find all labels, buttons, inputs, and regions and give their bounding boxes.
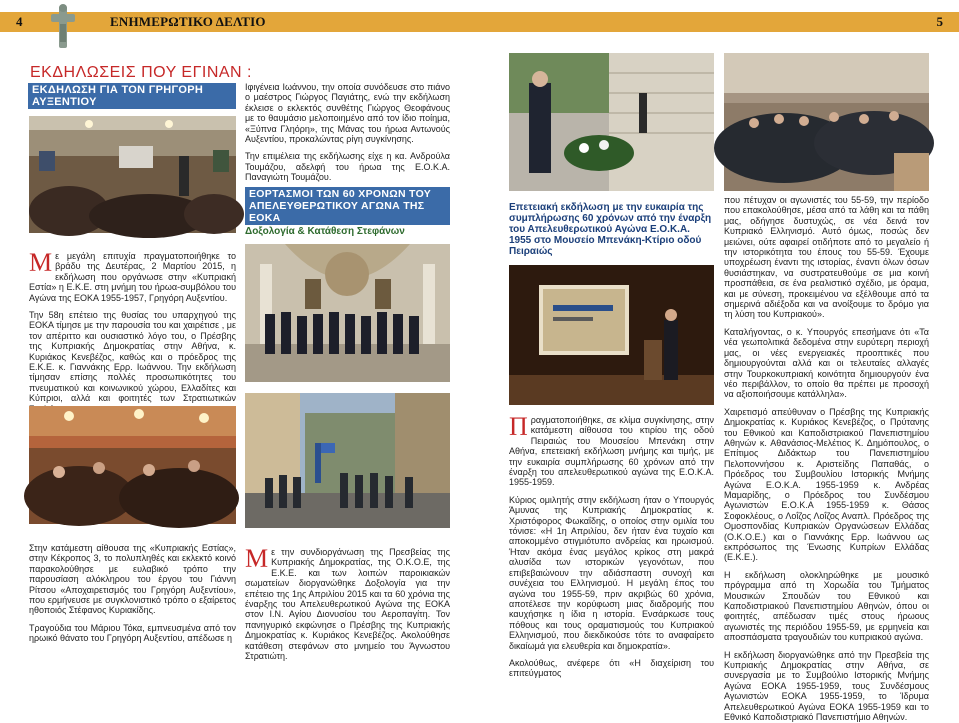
article-column-1-continued: Στην κατάμεστη αίθουσα της «Κυπριακής Εστίας», στην Κέκροπος 3, το πολυπληθές και εκλεκτό κοινό παρακολούθησε με ευλαβικό τρόπο την παρουσίαση αλόκληρου του έργου του Γιάννη Ρίτσου «Αποχαιρετισμός του Γρηγόρη Αυξεντίου», που ερμήνευσε με συγκλονιστικό τρόπο ο εξαίρετος ηθοποιός Στέφανος Κυριακίδης. Τραγούδια του Μάριου Τόκα, εμπνευσμένα από τον ηρωικό θάνατο του Γρηγόρη Αυξεντίου, απέδωσε η bbox=[29, 543, 236, 644]
event-title-auxentiou: ΕΚΔΗΛΩΣΗ ΓΙΑ ΤΟΝ ΓΡΗΓΟΡΗ ΑΥΞΕΝΤΙΟΥ bbox=[28, 83, 236, 109]
church-ceremony-photo bbox=[245, 244, 450, 382]
article-column-3: Πραγματοποιήθηκε, σε κλίμα συγκίνησης, στην κατάμεστη αίθουσα του κτιρίου της οδού Πειραιώς του Μουσείου Μπενάκη στην Αθήνα, επετειακή εκδήλωση μνήμης και τιμής, με την ευκαιρία συμπλήρωσης 60 χρόνων από την έναρξη του απελευθερωτικού αγώνα της Ε.Ο.Κ.Α. 1955-1959. Κύριος ομιλητής στην εκδήλωση ήταν ο Υπουργός Άμυνας της Κυπριακής Δημοκρατίας κ. Χριστόφορος Φωκαΐδης, ο οποίος στην ομιλία του τόνισε: «Η 1η Απριλίου, δεν ήταν ένα τυχαίο και αποκομμένο στιγμιότυπο ανδρείας και ηρωισμού. Ήταν ακόμα ένας μεγάλος κρίκος στη μακρά αλυσίδα των ιστορικών γεγονότων, που επιβεβαιώνουν την αδιάσπαστη συνοχή και συνέχεια του Ελληνισμού. Η μεγάλη έπος του αγώνα του 1955-59, πριν ακριβώς 60 χρόνια, αποτέλεσε την κορύφωση μιας διαδρομής που καυχήσηκε η ίδια η ιστορία. Ενσάρκωσε τους πόθους και τους οραματισμούς του Κυπριακού Ελληνισμού, που διεκδικούσε τότε το αναφαίρετο δικαίωμά για ελευθερία και δημοκρατία». Ακολούθως, ανέφερε ότι «Η διαχείριση του επιτεύγματος bbox=[509, 412, 714, 679]
event-hall-photo bbox=[29, 116, 236, 233]
dropcap-m: Μ bbox=[245, 544, 269, 573]
article-column-2-continued: Με την συνδιοργάνωση της Πρεσβείας της Κυπριακής Δημοκρατίας, της Ο.Κ.Ο.Ε, της Ε.Κ.Ε. και των λοιπών παροικιακών σωματείων διοργανώθηκε Δοξολογία για την επέτειο της 1ης Απριλίου 2015 και τα 60 χρόνια της έναρξης του Απελευθερωτικού Αγώνα της ΕΟΚΑ στον Ι.Ν. Αγίου Διονυσίου του Αεροπαγίτη. Τον πανηγυρικό εκφώνησε ο Πρέσβης της Κυπριακής Δημοκρατίας κ. Κυριάκος Κενεβέζος. Ακολούθησε κατάθεση στεφάνων στο μνημείο του Άγνωστου Στρατιώτη. bbox=[245, 544, 450, 662]
cyprus-cross-icon bbox=[48, 2, 78, 52]
museum-audience-photo bbox=[724, 53, 929, 191]
page-number-right: 5 bbox=[936, 14, 943, 29]
wreath-laying-photo bbox=[509, 53, 714, 191]
article-column-1: Με μεγάλη επιτυχία πραγματοποιήθηκε το βράδυ της Δευτέρας, 2 Μαρτίου 2015, η εκδήλωση που οργάνωσε στην «Κυπριακή Εστία» η Ε.Κ.Ε. στη μνήμη του ήρωα-συμβόλου του Αγώνα της ΕΟΚΑ 1955-1957, Γρηγόρη Αυξεντίου. Την 58η επέτειο της θυσίας του υπαρχηγού της ΕΟΚΑ τίμησε με την παρουσία του και χαιρέτισε , με τον απέριττο και ουσιαστικό λόγο του, ο Πρέσβης της Κυπριακής Δημοκρατίας στην Αθήνα, κ. Κυριάκος Κενεβέζος, καθώς και ο πρόεδρος της Ε.Κ.Ε. κ. Γιαννάκης Ερρ. Ιωάννου. Την εκδήλωση τίμησαν επίσης πολλές προσωπικότητες του πνευματικού και κοινωνικού χώρου, Ελλαδίτες και Κύπριοι, αλλά και φοιτητές των Στρατιωτικών bbox=[29, 248, 236, 404]
event-subtitle: Δοξολογία & Κατάθεση Στεφάνων bbox=[245, 226, 405, 237]
newsletter-title: ΕΝΗΜΕΡΩΤΙΚΟ ΔΕΛΤΙΟ bbox=[110, 14, 266, 29]
page-number-left: 4 bbox=[16, 14, 23, 29]
dropcap-p: Π bbox=[509, 412, 528, 441]
article-column-2: Ιφιγένεια Ιωάννου, την οποία συνόδευσε στο πιάνο ο μαέστρος Γιώργος Παγιάτης, ενώ την εκδήλωση έκλεισε ο εκλεκτός συνθέτης Γιώργος Θεοφάνους με το θαυμάσιο μελοποιημένο από τον ίδιο ποίημα, «Ξύπνα Γληόρη», της Μάνας του ήρωα Αντωνούς Αυξεντίου, προκαλώντας ρίγη συγκίνησης. Την επιμέλεια της εκδήλωσης είχε η κα. Ανδρούλα Τουμάζου, αδελφή του ήρωα της Ε.Ο.Κ.Α. Παναγιώτη Τουμάζου. bbox=[245, 82, 450, 183]
article-column-4: που πέτυχαν οι αγωνιστές του 55-59, την περίοδο που επακολούθησε, μέσα από τα λάθη και τα πάθη μας, οδήγησε δυστυχώς, σε νέα δεινά τον Κυπριακό Ελληνισμό. Αυτό όμως, ποσώς δεν μειώνει, ούτε αφαιρεί οτιδήποτε από το μεγαλείο ή την ιστορικότητα του έπους του 55-59. Έχουμε υποχρέωση έναντι της ιστορίας, έναντι όλων όσων θυσιάστηκαν, να συστρατευθούμε σε μια κοινή προσπάθεια, σε ένα ρεαλιστικό σχέδιο, με όραμα, και με σύνεση, προκειμένου να εξέλθουμε από τα σημερινά αδιέξοδα και να ανοίξουμε το δρόμο για τη λύση του Κυπριακού». Καταλήγοντας, ο κ. Υπουργός επεσήμανε ότι «Τα νέα γεωπολιτικά δεδομένα στην ευρύτερη περιοχή μας, οι νέες ενεργειακές προοπτικές που δημιουργούνται αλλά και οι τελευταίες αλλαγές στην Τουρκοκυπριακή κοινότητα δημιουργούν ένα νέο περιβάλλον, το οποίο θα πρέπει με προσοχή να αξιοποιήσουμε κατάλληλα». Χαιρετισμό απεύθυναν ο Πρέσβης της Κυπριακής Δημοκρατίας κ. Κυριάκος Κενεβέζος, ο Πρύτανης του Εθνικού και Καποδιστριακού Πανεπιστημίου Αθηνών κ. Αθανάσιος-Μελέτιος Κ. Δημόπουλος, ο Επίτιμος Διδάκτωρ του Πανεπιστημίου Πελοποννήσου κ. Αριστείδης Παπαθάς, ο Πρόεδρος του Συμβουλίου Ιστορικής Μνήμης Αγώνα Ε.Ο.Κ.Α. 1955-1959 κ. Ανδρέας Μαμαρίδης, ο Πρόεδρος του Συνδέσμου Αγωνιστών Ε.Ο.Κ.Α 1955-1959 κ. Θάσος Σοφοκλέους, ο Λοΐζος Λοΐζος Αναπλ. Πρόεδρος της Ομοσπονδίας Κυπριακών Οργανώσεων Ελλάδας (Ο.Κ.Ο.Ε.) και ο Γιαννάκης Ερρ. Ιωάννου ως εκπρόσωπος της Ένωσης Κυπρίων Ελλάδας (Ε.Κ.Ε.). Η εκδήλωση ολοκληρώθηκε με μουσικό πρόγραμμα από τη Χορωδία του Τμήματος Μουσικών Σπουδών του Εθνικού και Καποδιστριακού Πανεπιστημίου Αθηνών, όπου οι φοιτητές, απέδωσαν τιμές στους ήρωους αγωνιστές της περιόδου 1955-59, με ερμηνεία και αποσπάσματα τραγουδιών του κυπριακού αγώνα. Η εκδήλωση διοργανώθηκε από την Πρεσβεία της Κυπριακής Δημοκρατίας στην Αθήνα, σε συνεργασία με το Συμβούλιο Ιστορικής Μνήμης Αγώνα ΕΟΚΑ 1955-1959, τους Συνδέσμους Αγωνιστών ΕΟΚΑ 1955-1959, το Ίδρυμα Απελευθερωτικού Αγώνα ΕΟΚΑ 1955-1959 και το Εθνικό Καποδιστριακό Πανεπιστήμιο Αθηνών. bbox=[724, 195, 929, 723]
speaker-podium-photo bbox=[509, 265, 714, 405]
museum-event-heading: Επετειακή εκδήλωση με την ευκαιρία της συμπλήρωσης 60 χρόνων από την έναρξη του Απελευθερωτικού Αγώνα Ε.Ο.Κ.Α. 1955 στο Μουσείο Μπενάκη-Κτίριο οδού Πειραιώς bbox=[509, 202, 712, 257]
event-title-60-years: ΕΟΡΤΑΣΜΟΙ ΤΩΝ 60 ΧΡΟΝΩΝ ΤΟΥ ΑΠΕΛΕΥΘΕΡΩΤΙΚΟΥ ΑΓΩΝΑ ΤΗΣ ΕΟΚΑ bbox=[245, 187, 450, 225]
section-title: ΕΚΔΗΛΩΣΕΙΣ ΠΟΥ ΕΓΙΝΑΝ : bbox=[30, 64, 252, 81]
dropcap-m: Μ bbox=[29, 248, 53, 277]
audience-photo bbox=[29, 406, 236, 524]
parade-photo bbox=[245, 393, 450, 528]
